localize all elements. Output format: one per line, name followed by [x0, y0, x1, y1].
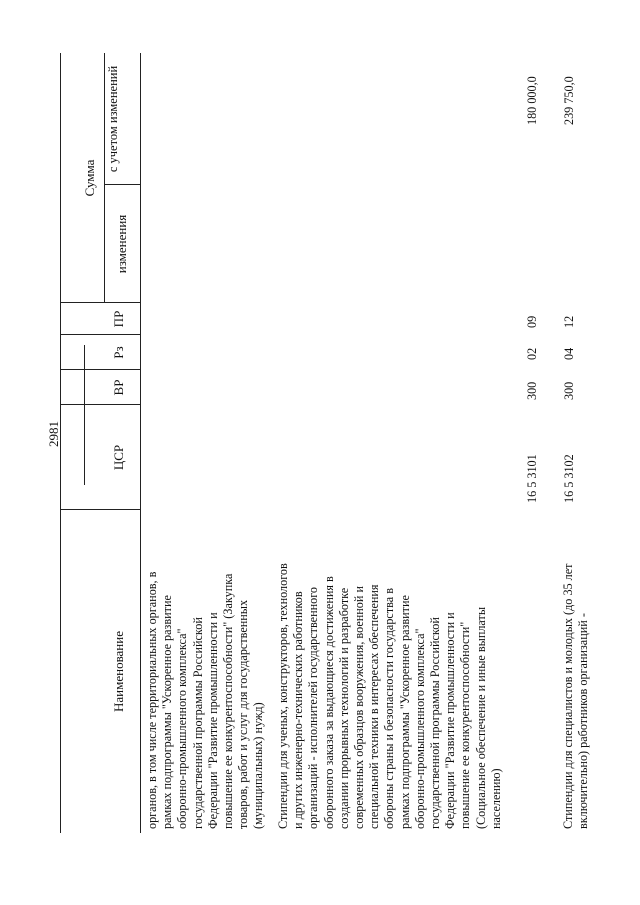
- table-header-bottom: [140, 53, 141, 833]
- row-2-name: [276, 514, 504, 829]
- table-top-border: [60, 53, 61, 833]
- row-3-vr: 300: [562, 381, 576, 400]
- row-2-line-4: оборонного заказа за выдающиеся достижения в: [321, 576, 336, 829]
- row-1-line-2: рамках подпрограммы "Ускоренное развитие: [160, 595, 175, 829]
- row-2-line-7: специальной техники в интересах обеспечения: [367, 584, 382, 829]
- row-1-line-3: оборонно-промышленного комплекса": [175, 628, 190, 829]
- row-2-line-1: Стипендии для ученых, конструкторов, технологов: [276, 563, 290, 829]
- row-1-line-5: Федерации "Развитие промышленности и: [205, 612, 220, 829]
- row-2-line-11: государственной программы Российской: [428, 617, 443, 829]
- header-pr: ПР: [111, 310, 126, 328]
- row-1-line-4: государственной программы Российской: [190, 617, 205, 829]
- header-sum-changes: изменения: [114, 214, 129, 274]
- row-3-csr: 16 5 3102: [562, 454, 576, 503]
- name-column-right: [60, 509, 140, 510]
- row-2-line-14: (Социальное обеспечение и иные выплаты: [473, 606, 488, 829]
- row-1-name: [145, 514, 267, 829]
- header-csr: ЦСР: [111, 444, 126, 471]
- page-number: 2981: [46, 421, 61, 447]
- header-sum-with-changes: с учетом изменений: [106, 65, 120, 173]
- row-2-line-9: рамках подпрограммы "Ускоренное развитие: [397, 595, 412, 829]
- row-2-line-5: создании прорывных технологий и разработке: [336, 587, 351, 829]
- row-1-line-1: органов, в том числе территориальных органов, в: [145, 571, 159, 829]
- row-3-line-2: включительно) работников организаций -: [576, 613, 591, 829]
- rz-column-right: [60, 334, 140, 335]
- row-2-line-3: организаций - исполнителей государственного: [306, 586, 321, 829]
- header-sum: Сумма: [82, 159, 97, 197]
- header-rz: Рз: [111, 346, 126, 359]
- row-2-line-10: оборонно-промышленного комплекса": [412, 628, 427, 829]
- row-1-line-8: (муниципальных) нужд): [251, 702, 266, 829]
- row-3-rz: 04: [562, 347, 576, 360]
- row-1-line-6: повышение ее конкурентоспособности" (Закупка: [221, 573, 236, 829]
- row-3-total: 239 750,0: [562, 76, 576, 125]
- sum-subheader-line: [104, 53, 105, 303]
- vr-column-right: [60, 369, 140, 370]
- row-3-line-1: Стипендии для специалистов и молодых (до 35 лет: [561, 563, 575, 829]
- row-3-name: [561, 514, 591, 829]
- row-2-line-12: Федерации "Развитие промышленности и: [443, 612, 458, 829]
- row-2-vr: 300: [525, 381, 539, 400]
- row-2-line-6: современных образцов вооружения, военной и: [352, 586, 367, 829]
- row-3-pr: 12: [562, 315, 576, 328]
- header-name: Наименование: [111, 631, 126, 712]
- row-2-rz: 02: [525, 347, 539, 360]
- header-separator: [84, 345, 85, 485]
- row-2-csr: 16 5 3101: [525, 454, 539, 503]
- row-2-total: 180 000,0: [525, 76, 539, 125]
- row-2-line-15: населению): [488, 768, 503, 829]
- row-2-line-13: повышение ее конкурентоспособности": [458, 621, 473, 829]
- csr-column-right: [60, 404, 140, 405]
- row-2-line-8: обороны страны и безопасности государства в: [382, 588, 397, 829]
- header-vr: ВР: [111, 379, 126, 396]
- row-2-line-2: и других инженерно-технических работников: [291, 591, 306, 829]
- row-1-line-7: товаров, работ и услуг для государственных: [236, 599, 251, 829]
- row-2-pr: 09: [525, 315, 539, 328]
